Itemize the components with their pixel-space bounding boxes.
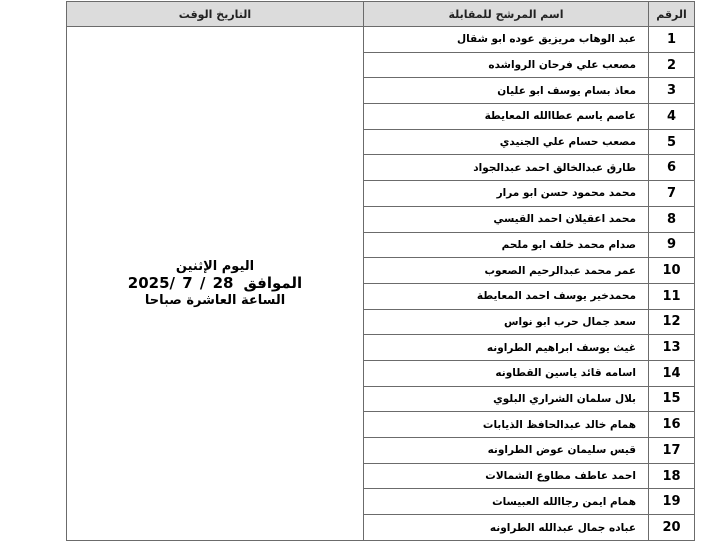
candidate-name: عمر محمد عبدالرحيم الصعوب: [364, 258, 649, 284]
row-number: 2: [649, 52, 695, 78]
candidate-name: سعد جمال حرب ابو نواس: [364, 309, 649, 335]
row-number: 10: [649, 258, 695, 284]
interview-day: اليوم الإثنين: [175, 259, 255, 274]
table-body: [67, 27, 695, 541]
row-number: 12: [649, 309, 695, 335]
row-number: 13: [649, 335, 695, 361]
interview-schedule-table: [66, 1, 695, 541]
candidate-name: عبد الوهاب مريزيق عوده ابو شقال: [364, 27, 649, 53]
candidate-name: غيث يوسف ابراهيم الطراونه: [364, 335, 649, 361]
candidate-name: مصعب حسام علي الجنيدي: [364, 129, 649, 155]
interview-date-label: الموافق: [243, 274, 303, 292]
candidate-name: معاذ بسام يوسف ابو عليان: [364, 78, 649, 104]
row-number: 15: [649, 386, 695, 412]
row-number: 8: [649, 206, 695, 232]
candidate-name: بلال سلمان الشراري البلوي: [364, 386, 649, 412]
header-candidate-name: اسم المرشح للمقابلة: [364, 2, 649, 27]
row-number: 4: [649, 104, 695, 130]
candidate-name: محمدخير يوسف احمد المعايطة: [364, 283, 649, 309]
candidate-name: صدام محمد خلف ابو ملحم: [364, 232, 649, 258]
header-number: الرقم: [649, 2, 695, 27]
interview-date-line: [67, 275, 363, 292]
row-number: 20: [649, 515, 695, 541]
candidate-name: اسامه قائد ياسين القطاونه: [364, 360, 649, 386]
candidate-name: محمد محمود حسن ابو مرار: [364, 181, 649, 207]
row-number: 5: [649, 129, 695, 155]
candidate-name: محمد اعقيلان احمد القيسي: [364, 206, 649, 232]
interview-time: الساعة العاشرة صباحا: [144, 293, 286, 308]
candidate-name: همام ايمن رجاالله العبيسات: [364, 489, 649, 515]
header-date-time: التاريخ الوقت: [67, 2, 364, 27]
row-number: 16: [649, 412, 695, 438]
candidate-name: مصعب علي فرحان الرواشده: [364, 52, 649, 78]
table-row: [67, 27, 695, 53]
row-number: 19: [649, 489, 695, 515]
row-number: 17: [649, 438, 695, 464]
row-number: 3: [649, 78, 695, 104]
candidate-name: همام خالد عبدالحافظ الذيابات: [364, 412, 649, 438]
candidate-name: عباده جمال عبدالله الطراونه: [364, 515, 649, 541]
candidate-name: عاصم ياسم عطاالله المعايطة: [364, 104, 649, 130]
interview-datetime-cell: [67, 27, 364, 541]
row-number: 6: [649, 155, 695, 181]
row-number: 14: [649, 360, 695, 386]
row-number: 7: [649, 181, 695, 207]
row-number: 18: [649, 463, 695, 489]
row-number: 9: [649, 232, 695, 258]
row-number: 11: [649, 283, 695, 309]
candidate-name: قيس سليمان عوض الطراونه: [364, 438, 649, 464]
candidate-name: احمد عاطف مطاوع الشمالات: [364, 463, 649, 489]
candidate-name: طارق عبدالخالق احمد عبدالجواد: [364, 155, 649, 181]
table-header-row: [67, 2, 695, 27]
interview-date-value: 2025/ 7 / 28: [127, 274, 234, 292]
row-number: 1: [649, 27, 695, 53]
